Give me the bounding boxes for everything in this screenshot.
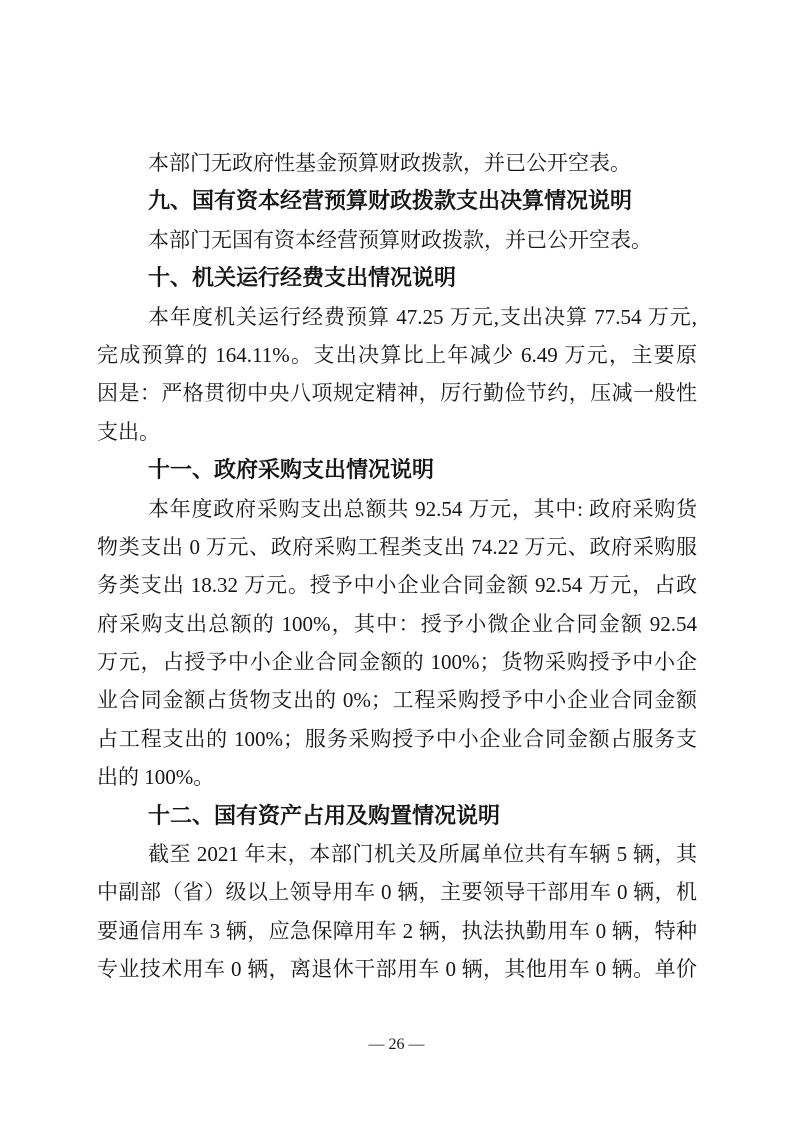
paragraph-line: 完成预算的 164.11%。支出决算比上年减少 6.49 万元，主要原 — [97, 342, 697, 367]
paragraph-line: 占工程支出的 100%；服务采购授予中小企业合同金额占服务支 — [97, 726, 697, 751]
document-body-text — [97, 144, 697, 989]
paragraph-line: 出的 100%。 — [97, 765, 215, 790]
paragraph-line: 因是：严格贯彻中央八项规定精神，厉行勤俭节约，压减一般性 — [97, 381, 697, 406]
paragraph-line: 本年度机关运行经费预算 47.25 万元,支出决算 77.54 万元, — [148, 304, 697, 329]
page-number-footer: — 26 — — [368, 1036, 425, 1053]
section-heading: 十、机关运行经费支出情况说明 — [148, 265, 457, 291]
paragraph-line: 务类支出 18.32 万元。授予中小企业合同金额 92.54 万元，占政 — [97, 573, 697, 598]
paragraph-line: 业合同金额占货物支出的 0%；工程采购授予中小企业合同金额 — [97, 688, 697, 713]
section-heading: 十二、国有资产占用及购置情况说明 — [148, 802, 501, 828]
paragraph-line: 专业技术用车 0 辆，离退休干部用车 0 辆，其他用车 0 辆。单价 — [97, 957, 697, 982]
section-heading: 九、国有资本经营预算财政拨款支出决算情况说明 — [148, 188, 633, 214]
paragraph-line: 物类支出 0 万元、政府采购工程类支出 74.22 万元、政府采购服 — [97, 534, 697, 559]
paragraph-line: 本年度政府采购支出总额共 92.54 万元，其中: 政府采购货 — [148, 496, 697, 521]
paragraph-line: 要通信用车 3 辆，应急保障用车 2 辆，执法执勤用车 0 辆，特种 — [97, 918, 697, 943]
paragraph-line: 万元，占授予中小企业合同金额的 100%；货物采购授予中小企 — [97, 650, 697, 675]
paragraph-line: 本部门无政府性基金预算财政拨款，并已公开空表。 — [148, 151, 631, 175]
paragraph-line: 截至 2021 年末，本部门机关及所属单位共有车辆 5 辆，其 — [148, 842, 697, 867]
paragraph-line: 府采购支出总额的 100%，其中：授予小微企业合同金额 92.54 — [97, 611, 697, 636]
paragraph-line: 支出。 — [97, 419, 160, 444]
section-heading: 十一、政府采购支出情况说明 — [148, 457, 435, 483]
paragraph-line: 本部门无国有资本经营预算财政拨款，并已公开空表。 — [148, 227, 652, 252]
paragraph-line: 中副部（省）级以上领导用车 0 辆，主要领导干部用车 0 辆，机 — [97, 880, 697, 905]
